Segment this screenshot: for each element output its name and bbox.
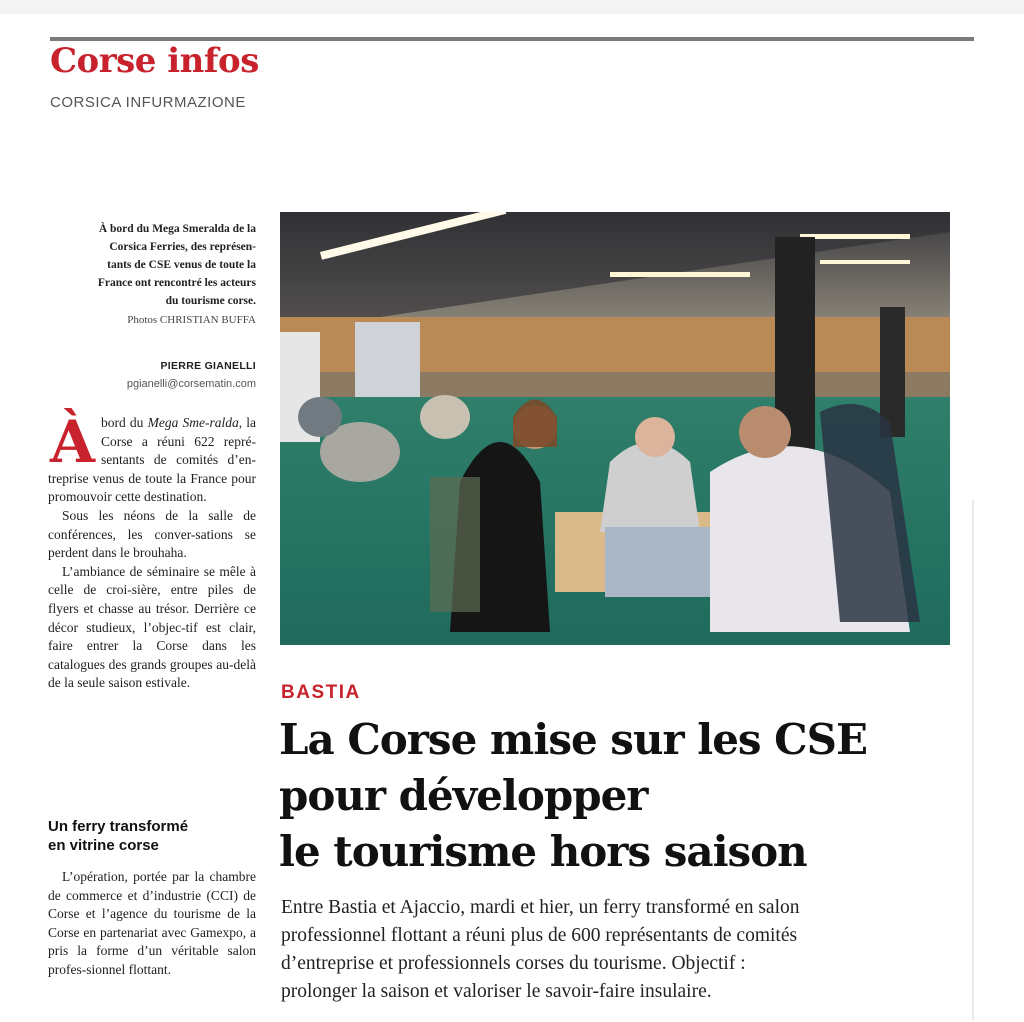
caption-line: À bord du Mega Smeralda de la <box>98 223 256 235</box>
lede-line: Entre Bastia et Ajaccio, mardi et hier, un ferry transformé en salon <box>281 897 800 918</box>
headline-line: pour développer <box>279 771 648 820</box>
lede-line: professionnel flottant a réuni plus de 600 représentants de comités <box>281 925 798 946</box>
caption-line: tants de CSE venus de toute la <box>107 259 256 271</box>
caption-line: France ont rencontré les acteurs <box>97 277 256 289</box>
photo-caption <box>48 220 256 310</box>
author-name: PIERRE GIANELLI <box>160 360 256 372</box>
body-text: bord du <box>101 415 148 430</box>
article-headline <box>279 712 959 880</box>
article-lede <box>281 894 951 1006</box>
body-paragraph <box>48 408 256 507</box>
section-subtitle: CORSICA INFURMAZIONE <box>50 94 246 111</box>
drop-cap: À <box>50 408 96 476</box>
intertitle-line: en vitrine corse <box>48 837 159 854</box>
body-column-1 <box>48 408 256 693</box>
body-paragraph: L’ambiance de séminaire se mêle à celle de croi-sière, entre piles de flyers et chasse au trésor. Derrière ce décor studieux, l’objec-tif est clair, faire entrer la Corse dans les catalogues des grands groupes au-delà de la seule saison estivale. <box>48 563 256 691</box>
photo-credit: Photos CHRISTIAN BUFFA <box>127 314 256 326</box>
page-edge-rule <box>972 500 974 1020</box>
article-photo <box>280 212 950 645</box>
intertitle <box>48 817 256 855</box>
conference-photo-illustration <box>280 212 950 645</box>
headline-line: le tourisme hors saison <box>279 827 807 876</box>
ship-name: Mega Sme-ralda <box>147 415 239 430</box>
author-email[interactable]: pgianelli@corsematin.com <box>126 378 256 390</box>
lede-line: d’entreprise et professionnels corses du tourisme. Objectif : <box>281 953 746 974</box>
lede-line: prolonger la saison et valoriser le savoir-faire insulaire. <box>281 981 712 1002</box>
body-column-2 <box>48 868 256 980</box>
body-paragraph: L’opération, portée par la chambre de commerce et d’industrie (CCI) de Corse et l’agence du tourisme de la Corse en partenariat avec Gamexpo, a pris la forme d’un véritable salon profes-sionnel flottant. <box>48 869 256 977</box>
caption-line: Corsica Ferries, des représen- <box>109 241 256 253</box>
body-paragraph: Sous les néons de la salle de conférences, les conver-sations se perdent dans le brouhaha. <box>48 507 256 561</box>
top-margin <box>0 0 1024 14</box>
article-kicker: BASTIA <box>281 682 361 703</box>
body-text: , la Corse a réuni 622 repré-sentants de comités d’en-treprise venus de toute la France pour promouvoir cette destination. <box>48 415 256 505</box>
headline-line: La Corse mise sur les CSE <box>279 715 867 764</box>
section-brand: Corse infos <box>50 41 259 81</box>
intertitle-line: Un ferry transformé <box>48 818 189 835</box>
caption-line: du tourisme corse. <box>165 295 256 307</box>
